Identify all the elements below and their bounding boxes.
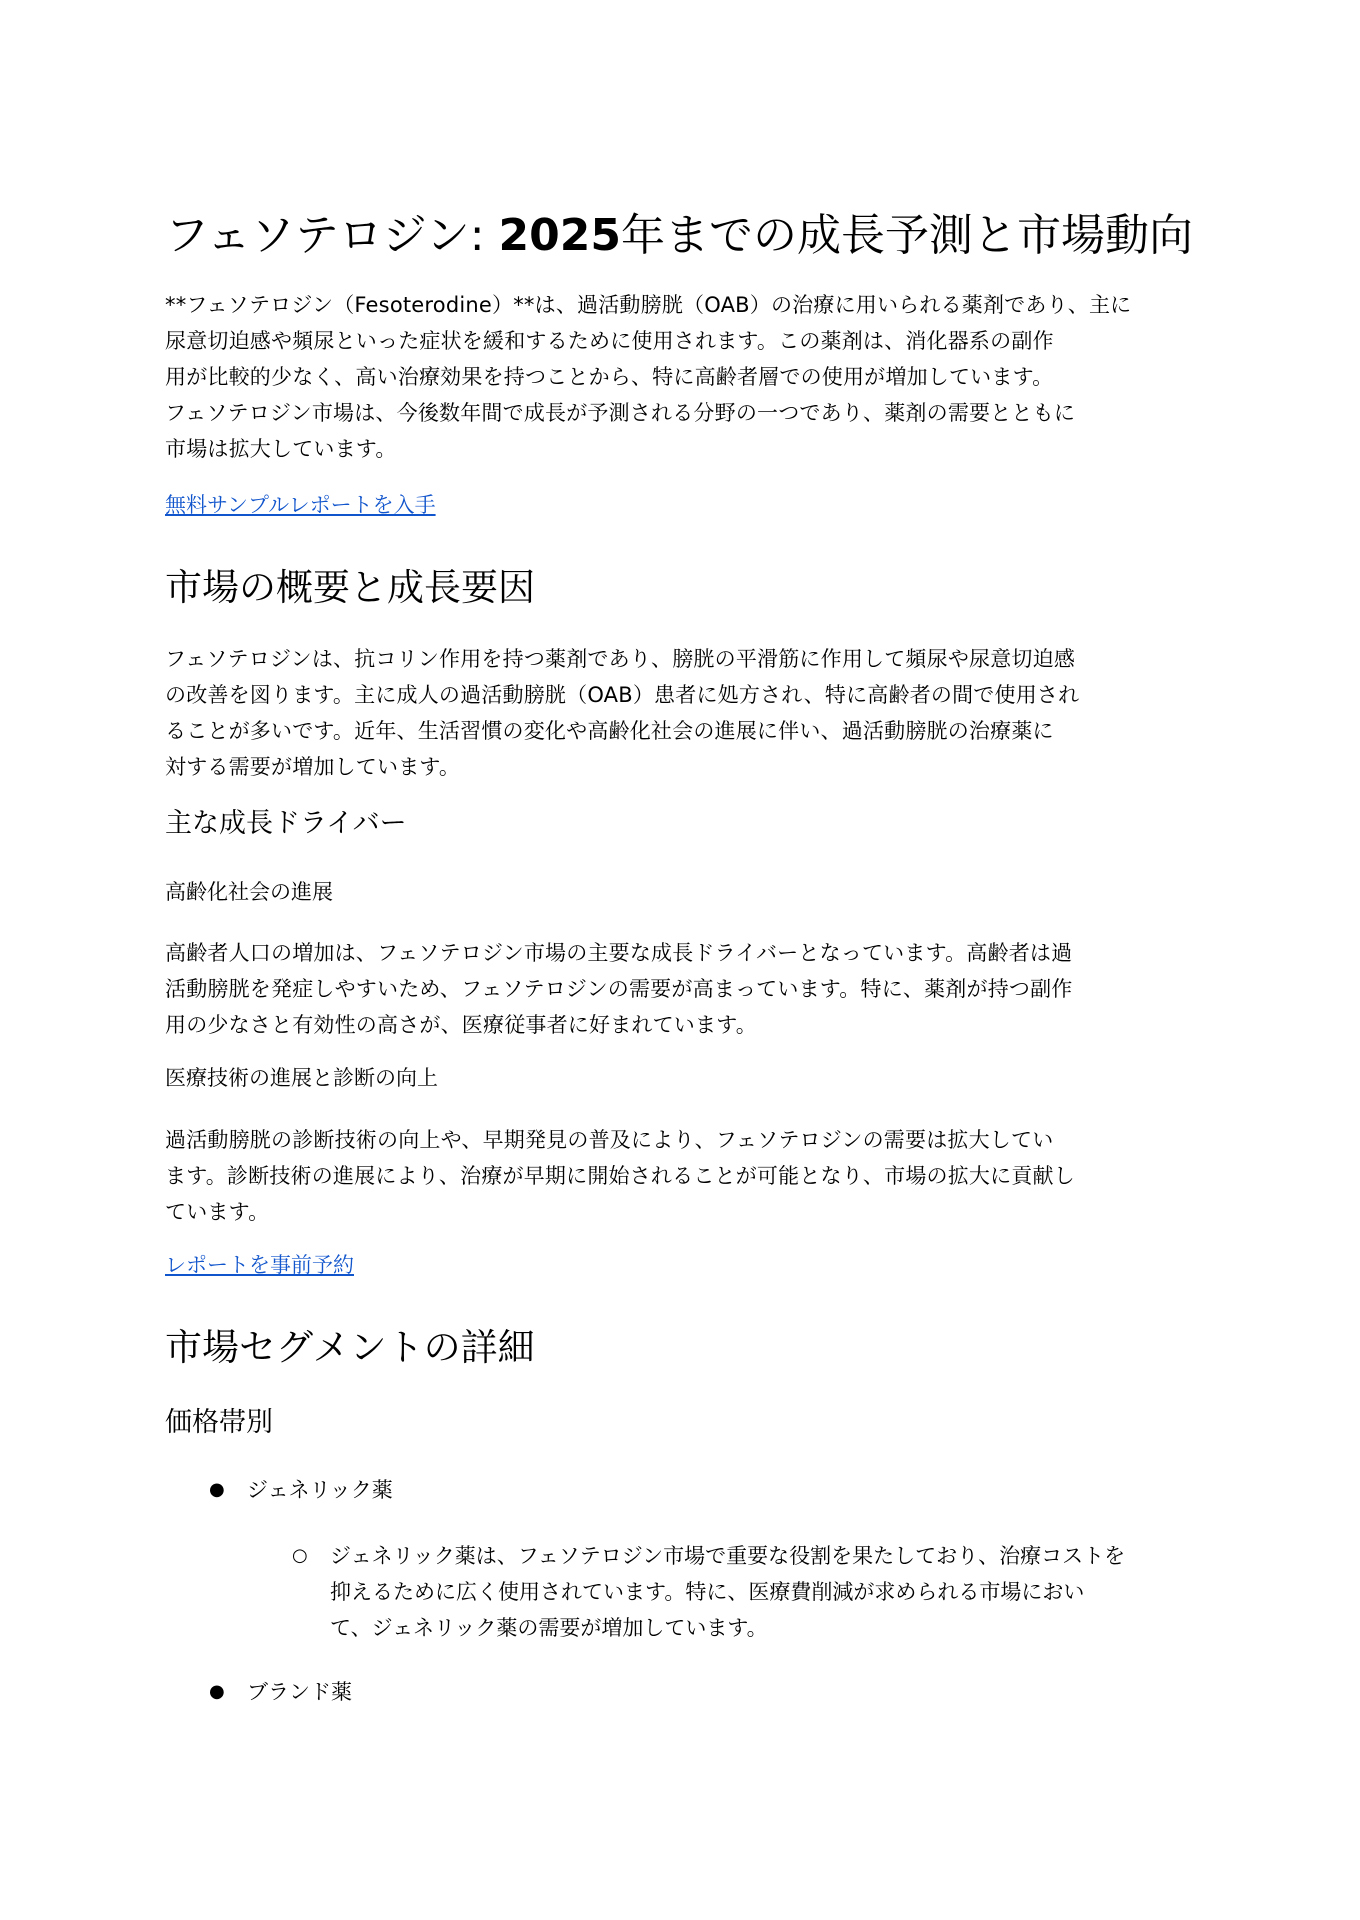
subheading-growth-drivers: 主な成長ドライバー <box>165 808 407 839</box>
section-heading-segments: 市場セグメントの詳細 <box>165 1326 535 1369</box>
bullet-icon: ● <box>209 1479 225 1500</box>
paragraph-line: ることが多いです。近年、生活習慣の変化や高齢化社会の進展に伴い、過活動膀胱の治療薬に <box>165 719 1054 743</box>
overview-paragraph <box>165 641 1200 785</box>
paragraph-line: ます。診断技術の進展により、治療が早期に開始されることが可能となり、市場の拡大に貢献し <box>165 1164 1075 1188</box>
paragraph-line: フェソテロジン市場は、今後数年間で成長が予測される分野の一つであり、薬剤の需要とともに <box>165 401 1076 425</box>
paragraph-line: の改善を図ります。主に成人の過活動膀胱（OAB）患者に処方され、特に高齢者の間で使用され <box>165 683 1080 707</box>
free-sample-report-link[interactable]: 無料サンプルレポートを入手 <box>165 493 436 517</box>
sub-list-item-generic-detail <box>292 1538 1200 1646</box>
paragraph-line: 尿意切迫感や頻尿といった症状を緩和するために使用されます。この薬剤は、消化器系の副作 <box>165 329 1054 353</box>
paragraph-line: 市場は拡大しています。 <box>165 437 397 461</box>
list-item-label: ブランド薬 <box>247 1680 352 1704</box>
title-text-1: フェソテロジン: <box>165 210 499 261</box>
paragraph-line: 用の少なさと有効性の高さが、医療従事者に好まれています。 <box>165 1013 757 1037</box>
list-item-generic <box>209 1475 393 1505</box>
paragraph-line: **フェソテロジン（Fesoterodine）**は、過活動膀胱（OAB）の治療に用いられる薬剤であり、主に <box>165 293 1132 317</box>
diagnosis-paragraph <box>165 1122 1200 1230</box>
paragraph-line: 活動膀胱を発症しやすいため、フェソテロジンの需要が高まっています。特に、薬剤が持つ副作 <box>165 977 1073 1001</box>
paragraph-line: て、ジェネリック薬の需要が増加しています。 <box>330 1616 768 1640</box>
list-item-label: ジェネリック薬 <box>247 1478 393 1502</box>
paragraph-line: 抑えるために広く使用されています。特に、医療費削減が求められる市場におい <box>330 1580 1085 1604</box>
hollow-bullet-icon: ○ <box>292 1545 308 1566</box>
driver-heading-aging: 高齢化社会の進展 <box>165 880 333 904</box>
preorder-report-link[interactable]: レポートを事前予約 <box>165 1253 354 1277</box>
intro-paragraph <box>165 287 1200 467</box>
list-item-brand <box>209 1677 352 1707</box>
paragraph-line: ジェネリック薬は、フェソテロジン市場で重要な役割を果たしており、治療コストを <box>330 1544 1126 1568</box>
paragraph-line: 高齢者人口の増加は、フェソテロジン市場の主要な成長ドライバーとなっています。高齢者は過 <box>165 941 1073 965</box>
title-text-2: 年までの成長予測と市場動向 <box>620 210 1193 261</box>
title-text-year: 2025 <box>498 210 621 261</box>
driver-heading-diagnosis: 医療技術の進展と診断の向上 <box>165 1066 438 1090</box>
bullet-icon: ● <box>209 1681 225 1702</box>
paragraph-line: ています。 <box>165 1200 270 1224</box>
paragraph-line: 対する需要が増加しています。 <box>165 755 461 779</box>
paragraph-line: フェソテロジンは、抗コリン作用を持つ薬剤であり、膀胱の平滑筋に作用して頻尿や尿意切迫感 <box>165 647 1076 671</box>
page-title <box>165 208 1193 264</box>
subheading-price-range: 価格帯別 <box>165 1407 273 1438</box>
section-heading-overview: 市場の概要と成長要因 <box>165 566 535 609</box>
paragraph-line: 用が比較的少なく、高い治療効果を持つことから、特に高齢者層での使用が増加しています。 <box>165 365 1054 389</box>
aging-paragraph <box>165 935 1200 1043</box>
paragraph-line: 過活動膀胱の診断技術の向上や、早期発見の普及により、フェソテロジンの需要は拡大してい <box>165 1128 1054 1152</box>
